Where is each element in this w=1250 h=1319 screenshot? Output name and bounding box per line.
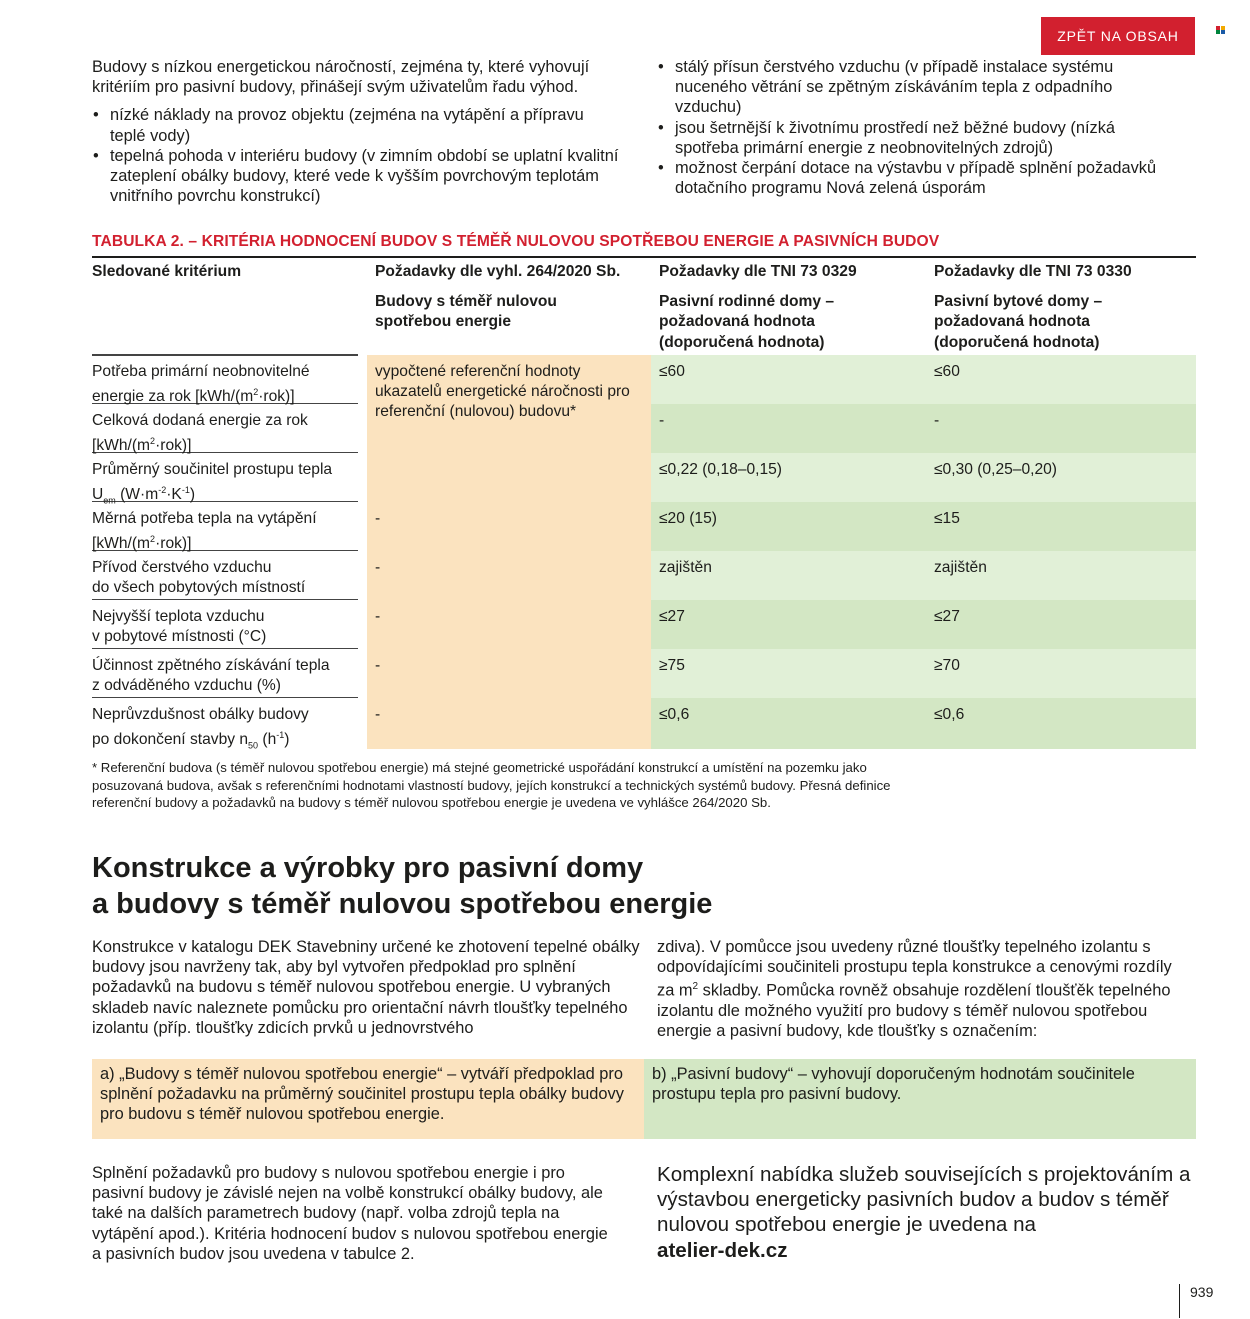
promo-text: Komplexní nabídka služeb souvisejících s projektováním a výstavbou energeticky pasivních budov a budov s téměř nulovou spotřebou energie je uvedena na <box>657 1163 1191 1237</box>
label-sub: em <box>103 495 116 506</box>
label-line <box>92 529 358 554</box>
label-line: Neprůvzdušnost obálky budovy <box>92 706 309 723</box>
tni-0330-value: zajištěn <box>934 559 987 576</box>
label-sup: -1 <box>276 730 285 741</box>
header-main: Požadavky dle vyhl. 264/2020 Sb. <box>375 263 621 280</box>
table-row-label <box>92 607 358 649</box>
label-text: ) <box>189 486 196 504</box>
list-item: • stálý přísun čerstvého vzduchu (v případě instalace systému nuceného větrání se zpětným získáváním tepla z odpadního vzduchu) <box>657 57 1187 118</box>
tni-0329-value: ≥75 <box>659 657 685 674</box>
vyhlaska-value: - <box>375 559 381 576</box>
promo-block <box>657 1162 1197 1263</box>
label-text: ·rok)] <box>258 388 295 406</box>
vyhlaska-value: - <box>375 510 381 527</box>
label-line <box>92 431 358 456</box>
table-row-label <box>92 509 358 551</box>
label-text: [kWh/(m <box>92 437 151 455</box>
label-text: ·rok)] <box>155 535 192 553</box>
tni-0329-value: ≤20 (15) <box>659 510 717 527</box>
section-title <box>92 850 1092 922</box>
tni-0330-value: ≥70 <box>934 657 960 674</box>
list-item: • možnost čerpání dotace na výstavbu v případě splnění požadavků dotačního programu Nová zelená úsporám <box>657 158 1187 198</box>
section-paragraph-left: Konstrukce v katalogu DEK Stavebniny určené ke zhotovení tepelné obálky budovy jsou navrženy tak, aby byl vytvořen předpoklad pro splnění požadavků na budovu s téměř nulovou spotřebou energie. U vybraných skladeb navíc naleznete pomůcku pro orientační návrh tloušťky tepelného izolantu (příp. tloušťky zdicích prvků u jednovrstvého <box>92 938 640 1037</box>
paragraph-text: skladby. Pomůcka rovněž obsahuje rozdělení tloušťěk tepelného izolantu dle možného využití pro budovy s téměř nulovou spotřebou energie a pasivní budovy, kde tloušťky s označením: <box>657 981 1171 1041</box>
section-paragraph-right <box>657 937 1187 1041</box>
list-item: • tepelná pohoda v interiéru budovy (v zimním období se uplatní kvalitní zateplení obálky budovy, které vede k vyšším povrchovým teplotám vnitřního povrchu konstrukcí) <box>92 146 622 207</box>
header-sub: Pasivní rodinné domy – požadovaná hodnota (doporučená hodnota) <box>659 293 835 351</box>
intro-paragraph: Budovy s nízkou energetickou náročností, zejména ty, které vyhovují kritériím pro pasivní budovy, přinášejí svým uživatelům řadu výhod. <box>92 58 590 97</box>
tni-0329-value: - <box>659 412 665 429</box>
list-item: • jsou šetrnější k životnímu prostředí než běžné budovy (nízká spotřeba primární energie z neobnovitelných zdrojů) <box>657 118 1187 158</box>
vyhlaska-value: - <box>375 706 381 723</box>
back-to-contents-button[interactable] <box>1041 17 1195 55</box>
tni-0329-value: ≤60 <box>659 363 685 380</box>
page-number-rule <box>1179 1284 1180 1318</box>
label-line: Účinnost zpětného získávání tepla <box>92 657 330 674</box>
label-sub: 50 <box>248 740 259 751</box>
benefits-list-right <box>657 57 1187 198</box>
tni-0329-value: ≤27 <box>659 608 685 625</box>
tni-0330-value: ≤0,30 (0,25–0,20) <box>934 461 1057 478</box>
tni-0330-value: - <box>934 412 940 429</box>
table-row-label <box>92 362 358 404</box>
label-sup: -2 <box>158 485 167 496</box>
label-text: po dokončení stavby n <box>92 731 249 749</box>
label-line: v pobytové místnosti (°C) <box>92 628 267 646</box>
table-row-label <box>92 656 358 698</box>
label-text: [kWh/(m <box>92 535 151 553</box>
atelier-dek-link[interactable]: atelier-dek.cz <box>657 1238 788 1262</box>
tni-0329-value: zajištěn <box>659 559 712 576</box>
intro-left-column <box>92 57 622 206</box>
label-line <box>92 725 358 756</box>
label-line: do všech pobytových místností <box>92 579 306 597</box>
intro-right-column <box>657 57 1187 198</box>
label-line: Přívod čerstvého vzduchu <box>92 559 272 576</box>
paragraph-text: zdiva). V pomůcce jsou uvedeny různé tloušťky tepelného izolantu s odpovídajícími součiniteli prostupu tepla konstrukce a cenovými rozdíly za m <box>657 938 1172 1000</box>
table-row-label <box>92 705 358 756</box>
section-title-line: a budovy s téměř nulovou spotřebou energie <box>92 888 713 920</box>
label-sup: 2 <box>150 436 156 447</box>
row-fill <box>651 698 1196 749</box>
paragraph-sup: 2 <box>692 981 699 993</box>
label-text: (W·m <box>115 486 159 504</box>
label-sup: 2 <box>150 534 156 545</box>
header-tni-0330 <box>934 262 1194 353</box>
header-main: Požadavky dle TNI 73 0329 <box>659 263 857 280</box>
label-text: (h <box>258 731 277 749</box>
page-number: 939 <box>1190 1284 1214 1300</box>
label-line <box>92 382 358 407</box>
color-squares-icon <box>1216 26 1226 34</box>
table-header-rule <box>92 354 358 356</box>
row-fill <box>651 600 1196 649</box>
label-text: ) <box>284 731 290 749</box>
row-fill <box>651 355 1196 404</box>
label-text: ·K <box>166 486 182 504</box>
label-line: Měrná potřeba tepla na vytápění <box>92 510 317 527</box>
table-title: TABULKA 2. – KRITÉRIA HODNOCENÍ BUDOV S TÉMĚŘ NULOVOU SPOTŘEBOU ENERGIE A PASIVNÍCH BUDOV <box>92 233 940 250</box>
tni-0330-value: ≤27 <box>934 608 960 625</box>
list-item: • nízké náklady na provoz objektu (zejména na vytápění a přípravu teplé vody) <box>92 105 622 145</box>
option-box-passive <box>644 1059 1196 1139</box>
tni-0329-value: ≤0,22 (0,18–0,15) <box>659 461 782 478</box>
row-fill <box>651 649 1196 698</box>
label-line: z odváděného vzduchu (%) <box>92 677 281 695</box>
option-box-text: b) „Pasivní budovy“ – vyhovují doporučeným hodnotám součinitele prostupu tepla pro pasivní budovy. <box>652 1065 1135 1104</box>
section-title-line: Konstrukce a výrobky pro pasivní domy <box>92 852 644 884</box>
label-text: ·rok)] <box>155 437 192 455</box>
tni-0329-value: ≤0,6 <box>659 706 690 723</box>
row-fill <box>651 404 1196 453</box>
header-main: Požadavky dle TNI 73 0330 <box>934 263 1132 280</box>
tni-0330-value: ≤15 <box>934 510 960 527</box>
header-vyhlaska <box>375 262 645 333</box>
table-top-rule <box>92 256 1196 258</box>
header-tni-0329 <box>659 262 919 353</box>
bottom-paragraph: Splnění požadavků pro budovy s nulovou spotřebou energie i pro pasivní budovy je závislé nejen na volbě konstrukcí obálky budovy, ale také na dalších parametrech budovy (např. volba zdrojů tepla na vytápění apod.). Kritéria hodnocení budov s nulovou spotřebou energie a pasivních budov jsou uvedena v tabulce 2. <box>92 1164 608 1263</box>
table-footnote: * Referenční budova (s téměř nulovou spotřebou energie) má stejné geometrické uspořádání konstrukcí a umístění na pozemku jako posuzovaná budova, avšak s referenčními hodnotami vlastností budovy, jejích konstrukcí a technických systémů budovy. Přesná definice referenční budovy a požadavků na budovy s téměř nulovou spotřebou energie je uvedena ve vyhlášce 264/2020 Sb. <box>92 760 891 811</box>
label-line: Potřeba primární neobnovitelné <box>92 363 310 380</box>
label-line: Nejvyšší teplota vzduchu <box>92 608 265 625</box>
table-row-label <box>92 460 358 506</box>
label-text: U <box>92 486 104 504</box>
row-fill <box>651 502 1196 551</box>
label-line: Celková dodaná energie za rok <box>92 412 308 429</box>
row-fill <box>651 551 1196 600</box>
table-row-label <box>92 558 358 600</box>
header-sub: Budovy s téměř nulovou spotřebou energie <box>375 293 557 331</box>
option-box-text: a) „Budovy s téměř nulovou spotřebou energie“ – vytváří předpoklad pro splnění požadavku na průměrný součinitel prostupu tepla obálky budovy pro budovu s téměř nulovou spotřebou energie. <box>100 1065 624 1124</box>
label-sup: 2 <box>253 387 259 398</box>
header-criterion <box>92 262 358 282</box>
label-line <box>92 480 358 511</box>
label-text: energie za rok [kWh/(m <box>92 388 254 406</box>
tni-0330-value: ≤0,6 <box>934 706 965 723</box>
table-row-label <box>92 411 358 453</box>
header-sub: Pasivní bytové domy – požadovaná hodnota (doporučená hodnota) <box>934 293 1103 351</box>
back-to-contents-label: ZPĚT NA OBSAH <box>1057 28 1179 44</box>
vyhlaska-value: - <box>375 657 381 674</box>
benefits-list-left <box>92 105 622 206</box>
option-box-nzeb <box>92 1059 644 1139</box>
header-main: Sledované kritérium <box>92 263 242 280</box>
label-line: Průměrný součinitel prostupu tepla <box>92 461 333 478</box>
tni-0330-value: ≤60 <box>934 363 960 380</box>
reference-values-cell: vypočtené referenční hodnoty ukazatelů energetické náročnosti pro referenční (nulovou) budovu* <box>375 363 630 421</box>
vyhlaska-value: - <box>375 608 381 625</box>
label-sup: -1 <box>181 485 190 496</box>
